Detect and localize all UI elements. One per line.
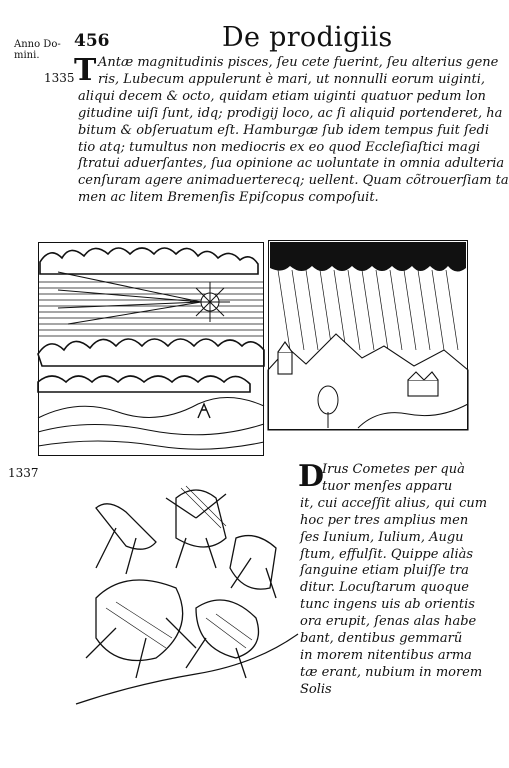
text-line: bant, dentibus gemmarũ	[300, 631, 463, 647]
rain-streaks	[278, 270, 458, 350]
text-line: Antæ magnitudinis pisces, ſeu cete fuerint, ſeu alterius gene	[98, 55, 499, 70]
text-line: cenſuram agere animaduerterecq; uellent. Quam cõtrouerſiam ta	[78, 173, 509, 189]
page-title: De prodigiis	[222, 22, 393, 53]
sky-hatching	[38, 282, 264, 336]
text-line: ſtratui aduerſantes, ſua opinione ac uoluntate in omnia adulteria	[78, 156, 505, 172]
locust-figures	[86, 490, 276, 678]
anno-domini-note	[14, 39, 61, 61]
text-line: Irus Cometes per quà	[322, 462, 465, 477]
woodcut-comet-illustration	[38, 242, 264, 456]
storm-clouds	[270, 242, 466, 272]
landscape-hills	[38, 397, 264, 449]
drop-cap-second: D	[298, 459, 325, 494]
text-line: tio atq; tumultus non mediocris ex eo quod Eccleſiaſtici magi	[78, 139, 481, 155]
drop-cap-first: T	[74, 53, 97, 88]
comet-star-icon	[58, 272, 230, 324]
year-marker-second: 1337	[8, 466, 39, 480]
text-line: men ac litem Bremenſis Epiſcopus compoſuit.	[78, 190, 379, 206]
cloud-band-top	[40, 248, 258, 274]
cloud-band-middle	[38, 339, 264, 392]
text-line: gitudine uiſi ſunt, idq; prodigij loco, ac ſi aliquid portenderet, ha	[78, 105, 503, 121]
text-line: tunc ingens uis ab orientis	[300, 597, 475, 613]
text-line: ſes Iunium, Iulium, Augu	[300, 529, 464, 545]
text-line: ſanguine etiam pluiſſe tra	[300, 563, 469, 579]
mountains-and-town	[268, 334, 468, 430]
text-line: ditur. Locuſtarum quoque	[300, 580, 469, 596]
woodcut-locusts-illustration	[76, 478, 298, 710]
text-line: ſtum, effulſit. Quippe aliàs	[300, 546, 474, 562]
text-line: bitum & obſeruatum eſt. Hamburgæ ſub idem tempus fuit ſedi	[78, 122, 489, 138]
text-line: ora erupit, ſenas alas habe	[300, 614, 477, 630]
text-line: it, cui acceſſit alius, qui cum	[300, 495, 488, 511]
text-line: tuor menſes apparu	[322, 478, 453, 494]
paragraph-comet-locusts	[298, 459, 488, 699]
text-line: in morem nitentibus arma	[300, 647, 472, 663]
anno-line-1: Anno Do-	[14, 39, 61, 50]
text-line: aliqui decem & octo, quidam etiam uiginti quatuor pedum lon	[78, 88, 486, 104]
woodcut-blood-rain-illustration	[268, 240, 468, 430]
page-number: 456	[74, 31, 110, 51]
text-line: Solis	[300, 681, 332, 697]
text-line: tæ erant, nubium in morem	[300, 664, 483, 680]
year-marker-first: 1335	[44, 71, 75, 85]
paragraph-fish	[78, 55, 509, 207]
anno-line-2: mini.	[14, 50, 40, 61]
text-line: ris, Lubecum appulerunt è mari, ut nonnulli eorum uiginti,	[98, 71, 486, 87]
text-line: hoc per tres amplius men	[300, 512, 469, 528]
